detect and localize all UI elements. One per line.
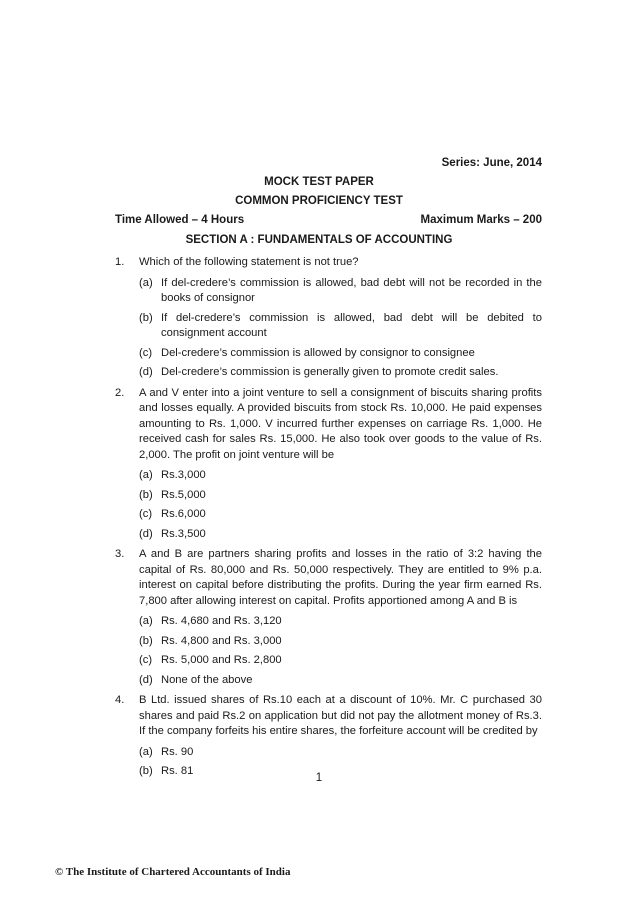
question bbox=[115, 547, 542, 688]
option-letter: (a) bbox=[139, 745, 153, 758]
question-text: Which of the following statement is not true? bbox=[139, 256, 359, 268]
option bbox=[139, 507, 542, 523]
option-letter: (a) bbox=[139, 469, 153, 481]
maximum-marks: Maximum Marks – 200 bbox=[420, 214, 542, 226]
time-allowed: Time Allowed – 4 Hours bbox=[115, 214, 245, 226]
option bbox=[139, 365, 542, 381]
option-letter: (c) bbox=[139, 346, 153, 359]
series-label: Series: June, 2014 bbox=[441, 157, 542, 169]
option-letter: (a) bbox=[139, 615, 153, 627]
question-number: 3. bbox=[115, 548, 125, 560]
option-text: Del-credere’s commission is allowed by consignor to consignee bbox=[161, 346, 475, 359]
option-text: Rs. 4,680 and Rs. 3,120 bbox=[161, 615, 282, 627]
question bbox=[115, 693, 542, 780]
option-letter: (b) bbox=[139, 311, 153, 324]
option-text: If del-credere’s commission is allowed, bad debt will not be recorded in the books of consignor bbox=[161, 276, 542, 304]
time-marks-row bbox=[115, 214, 542, 226]
question-text: A and B are partners sharing profits and losses in the ratio of 3:2 having the capital of Rs. 80,000 and Rs. 50,000 respectively. They are entitled to 9% p.a. interest on capital before distributing the profits. During the year firm earned Rs. 7,800 after allowing interest on capital. Profits apportioned among A and B is bbox=[139, 548, 542, 607]
option-letter: (d) bbox=[139, 527, 153, 540]
option-text: Rs.6,000 bbox=[161, 508, 206, 520]
option-text: Rs. 4,800 and Rs. 3,000 bbox=[161, 634, 282, 647]
option bbox=[139, 468, 542, 484]
option-list bbox=[139, 614, 542, 688]
option bbox=[139, 527, 542, 543]
option bbox=[139, 745, 542, 761]
paper-title: MOCK TEST PAPER bbox=[264, 176, 374, 188]
option-letter: (d) bbox=[139, 366, 153, 378]
question bbox=[115, 255, 542, 381]
option bbox=[139, 346, 542, 362]
question-number: 2. bbox=[115, 386, 125, 399]
option-letter: (c) bbox=[139, 508, 153, 520]
option bbox=[139, 276, 542, 307]
option-letter: (a) bbox=[139, 276, 153, 289]
option-text: Rs.3,500 bbox=[161, 527, 206, 540]
section-heading: SECTION A : FUNDAMENTALS OF ACCOUNTING bbox=[185, 234, 453, 246]
question bbox=[115, 386, 542, 543]
option-text: Rs.5,000 bbox=[161, 488, 206, 501]
option-text: If del-credere’s commission is allowed, bad debt will be debited to consignment account bbox=[161, 311, 542, 339]
option-letter: (c) bbox=[139, 654, 153, 666]
option bbox=[139, 311, 542, 342]
page-number: 1 bbox=[315, 772, 323, 784]
option-text: None of the above bbox=[161, 673, 253, 686]
option bbox=[139, 634, 542, 650]
question-number: 4. bbox=[115, 694, 125, 706]
option-text: Rs. 5,000 and Rs. 2,800 bbox=[161, 654, 282, 666]
option-letter: (d) bbox=[139, 673, 153, 686]
question-text: B Ltd. issued shares of Rs.10 each at a discount of 10%. Mr. C purchased 30 shares and paid Rs.2 on application but did not pay the allotment money of Rs.3. If the company forfeits his entire shares, the forfeiture account will be credited by bbox=[139, 694, 542, 737]
option-text: Rs. 81 bbox=[161, 765, 194, 777]
option bbox=[139, 653, 542, 669]
option-list bbox=[139, 276, 542, 381]
option-letter: (b) bbox=[139, 488, 153, 501]
copyright-footer: © The Institute of Chartered Accountants of India bbox=[55, 866, 291, 878]
option bbox=[139, 673, 542, 689]
option-list bbox=[139, 468, 542, 542]
option-text: Del-credere’s commission is generally given to promote credit sales. bbox=[161, 366, 499, 378]
option bbox=[139, 488, 542, 504]
paper-subtitle: COMMON PROFICIENCY TEST bbox=[235, 195, 403, 207]
option-text: Rs. 90 bbox=[161, 745, 194, 758]
question-text: A and V enter into a joint venture to sell a consignment of biscuits sharing profits and losses equally. A provided biscuits from stock Rs. 10,000. He paid expenses amounting to Rs. 1,000. V incurred further expenses on carriage Rs. 1,000. He received cash for sales Rs. 15,000. He also took over goods to the value of Rs. 2,000. The profit on joint venture will be bbox=[139, 386, 542, 461]
question-number: 1. bbox=[115, 256, 125, 268]
question-list bbox=[115, 255, 542, 785]
option-text: Rs.3,000 bbox=[161, 469, 206, 481]
option-letter: (b) bbox=[139, 634, 153, 647]
option bbox=[139, 614, 542, 630]
option-letter: (b) bbox=[139, 765, 153, 777]
